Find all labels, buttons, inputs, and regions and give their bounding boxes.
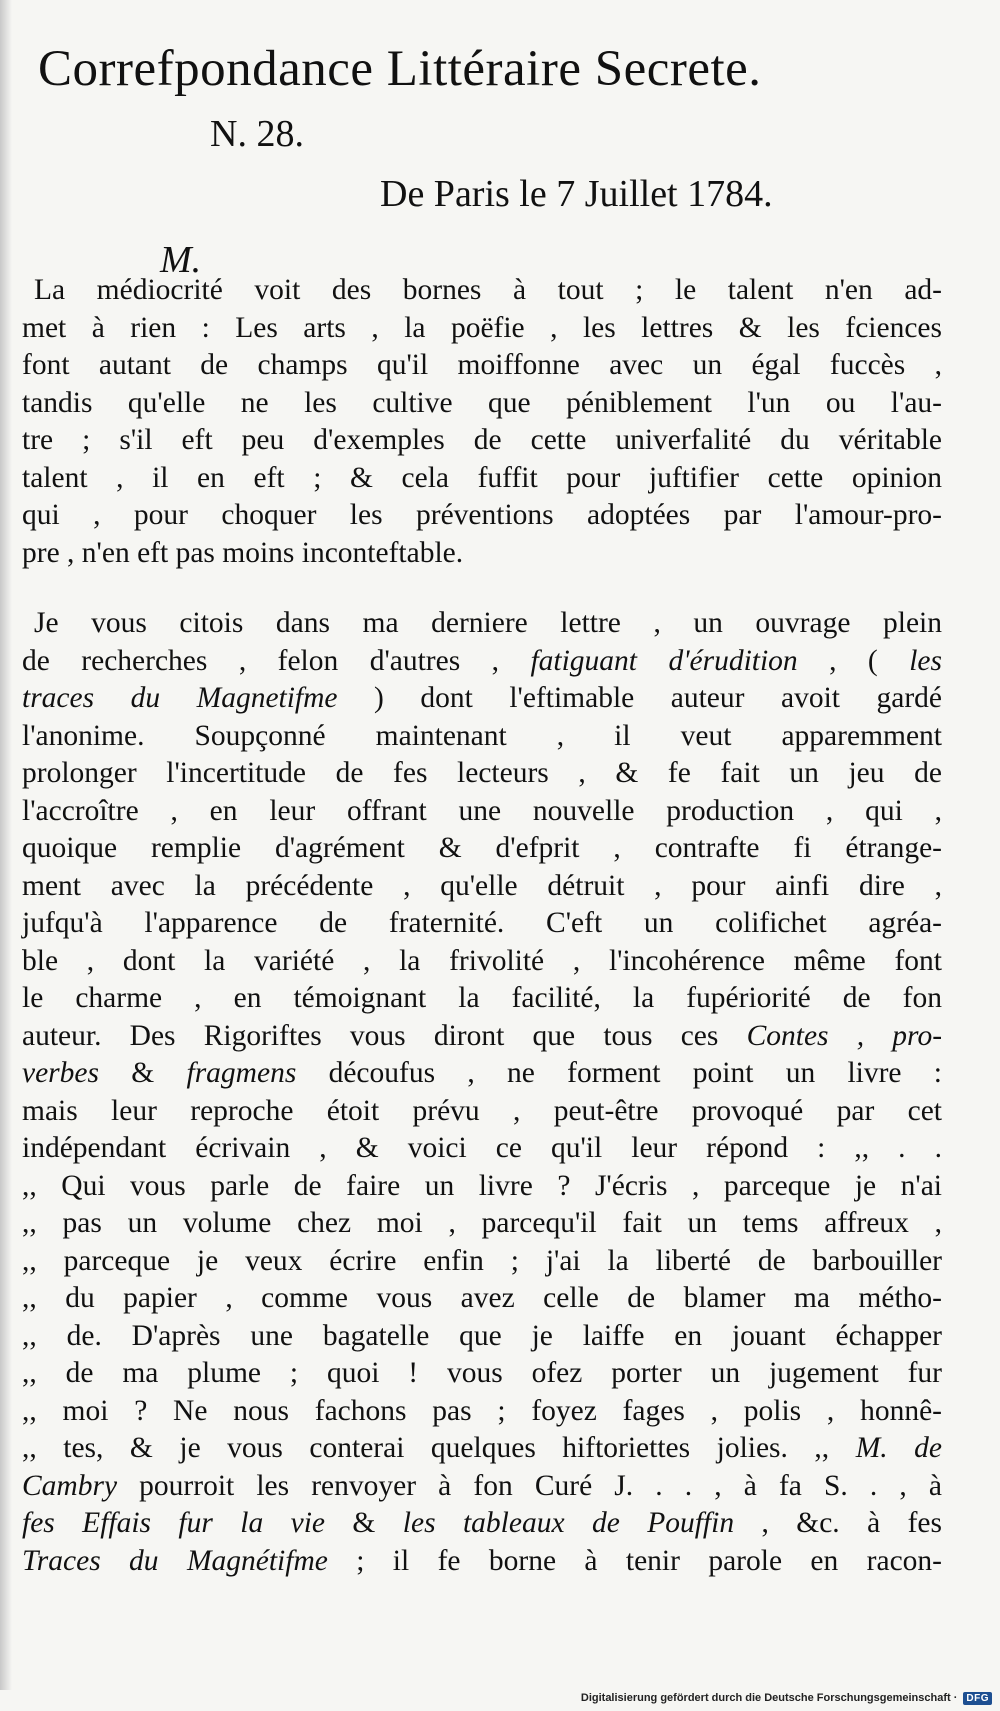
text-line: La médiocrité voit des bornes à tout ; le talent n'en ad-: [34, 274, 942, 306]
text-line: Je vous citois dans ma derniere lettre , un ouvrage plein: [34, 607, 942, 639]
italic-segment: M. de: [855, 1432, 942, 1464]
italic-segment: les tableaux de Pouffin: [402, 1507, 735, 1539]
quote-line: ,, moi ? Ne nous fachons pas ; foyez fages , polis , honnê-: [22, 1394, 942, 1427]
text-segment: pourroit les renvoyer à fon Curé J. . . , à fa S. . , à: [117, 1469, 942, 1502]
digitization-credit: [581, 1689, 992, 1707]
text-line: font autant de champs qu'il moiffonne avec un égal fuccès ,: [22, 349, 942, 381]
credit-text: Digitalisierung gefördert durch die Deutsche Forschungsgemeinschaft ·: [580, 1692, 958, 1704]
italic-segment: fes Effais fur la vie: [22, 1507, 326, 1539]
text-segment: ) dont l'eftimable auteur avoit gardé: [337, 682, 942, 714]
dateline: De Paris le 7 Juillet 1784.: [380, 173, 773, 215]
text-line: quoique remplie d'agrément & d'efprit , contrafte fi étrange-: [22, 832, 942, 864]
text-line: pre , n'en eft pas moins inconteftable.: [22, 536, 464, 569]
italic-segment: fragmens: [186, 1057, 297, 1089]
text-segment: , (: [797, 644, 910, 677]
page-edge-shadow: [0, 0, 12, 1690]
page-title: Correfpondance Littéraire Secrete.: [38, 41, 762, 97]
italic-segment: Contes , pro-: [746, 1019, 943, 1052]
text-line: [22, 680, 942, 718]
text-segment: ; il fe borne à tenir parole en racon-: [327, 1544, 942, 1577]
text-segment: , &c. à fes: [734, 1507, 942, 1539]
text-line: met à rien : Les arts , la poëfie , les lettres & les fciences: [22, 311, 942, 344]
text-segment: &: [99, 1057, 187, 1089]
text-line: ble , dont la variété , la frivolité , l'incohérence même font: [22, 944, 942, 977]
text-line: le charme , en témoignant la facilité, la fupériorité de fon: [22, 982, 942, 1014]
quote-line: ,, de. D'après une bagatelle que je laiffe en jouant échapper: [22, 1319, 942, 1352]
text-line: qui , pour choquer les préventions adoptées par l'amour-pro-: [22, 499, 942, 531]
text-segment: &: [325, 1507, 403, 1539]
quote-line: [22, 1430, 942, 1468]
paragraph-1: [22, 272, 942, 572]
italic-segment: les: [909, 644, 942, 677]
text-line: l'accroître , en leur offrant une nouvelle production , qui ,: [22, 794, 942, 827]
text-line: [22, 1468, 942, 1506]
italic-segment: traces du Magnetifme: [22, 682, 338, 714]
quote-line: ,, pas un volume chez moi , parcequ'il fait un tems affreux ,: [22, 1207, 942, 1239]
text-line: indépendant écrivain , & voici ce qu'il leur répond : ,, . .: [22, 1132, 942, 1164]
italic-segment: verbes: [22, 1057, 99, 1089]
text-line: talent , il en eft ; & cela fuffit pour juftifier cette opinion: [22, 461, 942, 494]
text-line: ment avec la précédente , qu'elle détruit , pour ainfi dire ,: [22, 869, 942, 902]
text-line: jufqu'à l'apparence de fraternité. C'eft un colifichet agréa-: [22, 907, 942, 939]
text-line: [22, 1505, 942, 1543]
paragraph-2: [22, 605, 942, 1580]
italic-segment: Cambry: [22, 1469, 118, 1502]
quote-line: ,, du papier , comme vous avez celle de blamer ma métho-: [22, 1282, 942, 1314]
quote-line: ,, de ma plume ; quoi ! vous ofez porter un jugement fur: [22, 1357, 942, 1389]
text-segment: de recherches , felon d'autres ,: [22, 644, 531, 677]
text-line: prolonger l'incertitude de fes lecteurs , & fe fait un jeu de: [22, 757, 942, 789]
text-segment: découfus , ne forment point un livre :: [296, 1057, 942, 1089]
text-line: l'anonime. Soupçonné maintenant , il veut apparemment: [22, 719, 942, 752]
quote-line: ,, Qui vous parle de faire un livre ? J'écris , parceque je n'ai: [22, 1169, 942, 1202]
text-line: [22, 1055, 942, 1093]
text-line: mais leur reproche étoit prévu , peut-être provoqué par cet: [22, 1094, 942, 1127]
salutation: M.: [160, 239, 202, 281]
text-line: tre ; s'il eft peu d'exemples de cette univerfalité du véritable: [22, 424, 942, 456]
text-line: [22, 643, 942, 681]
issue-number: N. 28.: [210, 113, 304, 155]
italic-segment: fatiguant d'érudition: [530, 644, 798, 677]
italic-segment: Traces du Magnétifme: [22, 1544, 328, 1577]
text-segment: auteur. Des Rigoriftes vous diront que tous ces: [22, 1019, 747, 1052]
text-line: [22, 1018, 942, 1056]
quote-line: ,, parceque je veux écrire enfin ; j'ai la liberté de barbouiller: [22, 1244, 942, 1277]
text-line: tandis qu'elle ne les cultive que péniblement l'un ou l'au-: [22, 386, 942, 419]
text-line: [22, 1543, 942, 1581]
dfg-logo: DFG: [963, 1692, 992, 1705]
text-segment: ,, tes, & je vous conterai quelques hiftoriettes jolies. ,,: [22, 1432, 856, 1464]
